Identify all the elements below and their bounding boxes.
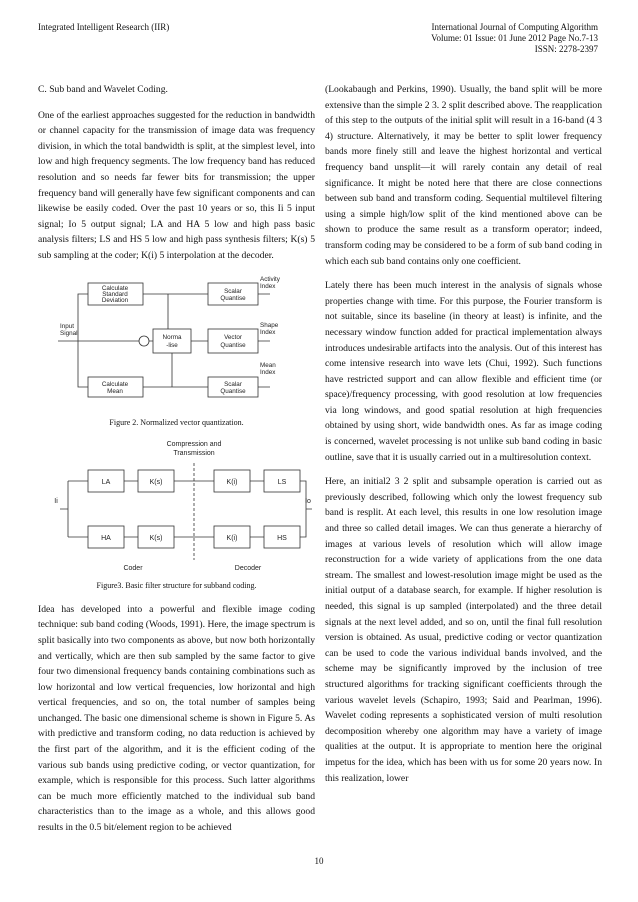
paragraph: One of the earliest approaches suggested for the reduction in bandwidth or channel capacity for the transmission of image data was frequency division, in which the total bandwidth is split, at the simplest level, into low and high frequency segments. The low frequency band has reduced resolution and so needs far fewer bits for transmission; the upper frequency band will generally have few significant components and can likewise be easily coded. Over the past 10 years or so, this Ii 5 input signal; Io 5 output signal; LA and HA 5 low and high pass basic analysis filters; LS and HS 5 low and high pass synthesis filters; K(s) 5 sub sampling at the coder; K(i) 5 interpolation at the decoder. [38, 109, 315, 261]
vector-quantise-label-1: Vector [224, 333, 242, 341]
decoder-label: Decoder [234, 565, 262, 573]
calc-mean-label-1: Calculate [101, 380, 129, 388]
scalar-quantise-2-label-1: Scalar [224, 380, 242, 388]
running-header-left: Integrated Intelligent Research (IIR) [38, 22, 170, 32]
compression-label-2: Transmission [173, 450, 215, 458]
paragraph: Here, an initial2 3 2 split and subsample operation is carried out as previously described, following which only the lowest frequency sub band is resplit. At each level, this results in one low resolution image and three so called detail images. We can thus generate a hierarchy of images at various levels of resolution which will allow image reconstruction for a wide variety of applications from the one data stream. The smallest and lowest-resolution image might be used as the initial output of a database search, for example. If higher resolution is needed, this signal is up sampled (interpolated) and the three detail signals at the next level added, and so on, until the final full resolution version is obtained. As usual, predictive coding or vector quantization can be used to code the various individual bands involved, and the scheme may be significantly improved by the inclusion of tree structured algorithms for tracking significant coefficients through the various wavelet levels (Schapiro, 1993; Said and Pearlman, 1996). Wavelet coding represents a sophisticated version of multi resolution decomposition whereby one algorithm may have a variety of image qualities at the output. It is appropriate to mention here the original impetus for the idea, which has been with us for some 20 years now. In this realization, lower [325, 476, 602, 784]
input-signal-label-2: Signal [60, 329, 78, 337]
scalar-quantise-label-2: Quantise [220, 294, 246, 302]
vector-quantise-label-2: Quantise [220, 341, 246, 349]
hs-label: HS [277, 535, 287, 543]
compression-label-1: Compression and [166, 441, 222, 449]
section-heading: C. Sub band and Wavelet Coding. [38, 84, 168, 95]
paragraph: Idea has developed into a powerful and flexible image coding technique: sub band coding (Woods, 1991). Here, the image spectrum is split basically into two components as above, but now both horizontally and vertically, which are then sub sampled by the same factor to give four two dimensional frequency bands containing combinations such as low horizontal and low vertical frequencies, low horizontal and high vertical frequencies, and so on, the total number of samples being unchanged. The basic one dimensional scheme is shown in Figure 5. As with predictive and transform coding, no data reduction is achieved by the first part of the algorithm, and it is the efficient coding of the various sub bands using predictive coding, or vector quantization, for example, which is responsible for this process. Such latter algorithms can be much more efficiently matched to the individual sub band characteristics than to the image as a whole, and this allows good results in the 0.5 bit/element region to be achieved [38, 603, 315, 834]
calc-std-label-3: Deviation [101, 296, 129, 304]
left-column [38, 82, 315, 845]
paragraph: (Lookabaugh and Perkins, 1990). Usually, the band split will be more extensive than the simple 2 3. 2 split described above. The reapplication of this step to the outputs of the initial split will result in a 16-band (4 3 4) structure. Alternatively, it may be better to split lower frequency bands more finely still and leave the highest horizontal and vertical frequency band unsplit—it will rarely contain any detail of real significance. It might be noted here that there are close connections between sub band and transform coding. Sequential multilevel filtering using a simple high/low split of the kind mentioned above can be shown to produce the same result as a transform operator; indeed, transform coding may be considered to be a form of sub band coding in which each sub band contains only one coefficient. [325, 84, 602, 267]
scalar-quantise-2-label-2: Quantise [220, 387, 246, 395]
figure-3 [38, 438, 315, 594]
ks-label-2: K(s) [149, 535, 163, 543]
la-label: LA [101, 479, 111, 487]
issn: ISSN: 2278-2397 [534, 44, 598, 54]
input-ii-label: Ii [54, 498, 58, 506]
coder-label: Coder [123, 565, 143, 573]
ki-label-1: K(i) [226, 479, 238, 487]
right-column [325, 82, 602, 795]
calc-std-label-2: Standard [102, 290, 128, 298]
figure-2 [38, 273, 315, 431]
figure-2-diagram [38, 273, 315, 413]
figure-3-diagram [38, 438, 315, 576]
journal-title: International Journal of Computing Algorithm [431, 22, 598, 32]
shape-index-label-1: Shape [260, 321, 279, 329]
output-io-label: Io [305, 498, 311, 506]
activity-index-label-1: Activity [260, 275, 280, 283]
calc-std-label-1: Calculate [101, 284, 129, 292]
volume-info: Volume: 01 Issue: 01 June 2012 Page No.7-13 [431, 33, 598, 43]
scalar-quantise-label-1: Scalar [224, 287, 242, 295]
normalise-label-2: -lise [166, 341, 178, 349]
ks-label-1: K(s) [149, 479, 163, 487]
running-header-right [431, 22, 598, 55]
figure-3-caption: Figure3. Basic filter structure for subband coding. [96, 581, 257, 591]
ki-label-2: K(i) [226, 535, 238, 543]
normalise-label-1: Norma [162, 333, 182, 341]
ls-label: LS [277, 479, 287, 487]
mean-index-label-2: Index [260, 368, 276, 376]
paragraph: Lately there has been much interest in the analysis of signals whose properties change with time. For this purpose, the Fourier transform is not suitable, since its baseline (in theory at least) is infinite, and the necessary window function added for practical implementation always introduces undesirable artifacts into the analysis. Out of this interest has come intensive research into wave lets (Chui, 1992). Such functions have restricted support and can allow flexible and efficient time (or space)/frequency processing, with good resolution at low frequencies via long windows, and good spatial resolution at high frequencies obtained by using short, wide bandwidth ones. As far as image coding is concerned, wavelet processing is not unlike sub band coding in basic outline, save that it is usually carried out in a multiresolution context. [325, 280, 602, 463]
shape-index-label-2: Index [260, 328, 276, 336]
page-number: 10 [314, 856, 324, 866]
calc-mean-label-2: Mean [107, 387, 123, 395]
ha-label: HA [101, 535, 111, 543]
input-signal-label-1: Input [60, 322, 75, 330]
activity-index-label-2: Index [260, 282, 276, 290]
figure-2-caption: Figure 2. Normalized vector quantization. [109, 417, 244, 427]
mean-index-label-1: Mean [260, 361, 276, 369]
